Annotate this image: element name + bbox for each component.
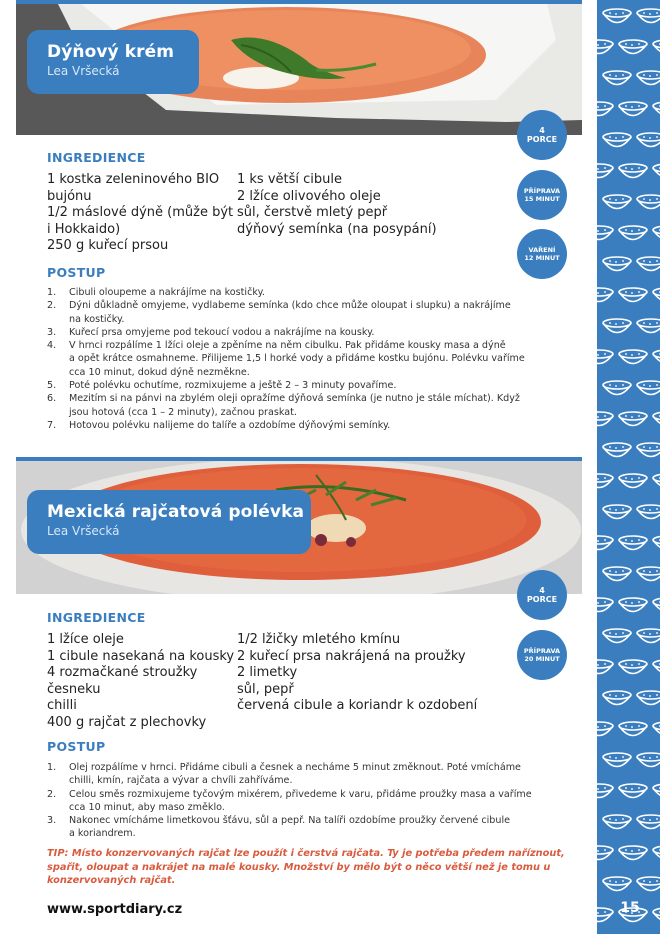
step-text-line: a opět krátce osmahneme. Přilijeme 1,5 l horké vody a přidáme kostku bujónu. Polévku vaříme: [69, 353, 525, 365]
bowl-icon: [603, 257, 631, 271]
bowl-icon: [603, 753, 631, 767]
bowl-icon: [653, 598, 660, 612]
servings-badge: [517, 110, 567, 160]
bowl-icon: [597, 226, 613, 240]
bowl-icon: [619, 536, 647, 550]
bowl-icon: [597, 784, 613, 798]
bowl-icon: [603, 9, 631, 23]
ingredient-item: 1/2 máslové dýně (může být: [47, 205, 234, 220]
servings-label: PORCE: [526, 135, 558, 144]
prep-time-badge: [517, 170, 567, 220]
bowl-icon: [637, 877, 660, 891]
ingredient-item: 1 ks větší cibule: [237, 172, 343, 187]
bowl-icon: [597, 40, 613, 54]
bowl-icon: [653, 40, 660, 54]
step-text-line: Cibuli oloupeme a nakrájíme na kostičky.: [69, 287, 265, 298]
bowl-icon: [637, 195, 660, 209]
recipe-title-banner: [27, 490, 311, 554]
footer-website-link[interactable]: www.sportdiary.cz: [47, 902, 183, 917]
step-number: 3.: [47, 326, 57, 338]
bowl-icon: [653, 908, 660, 922]
step-text-line: chilli, kmín, rajčata a vývar a chvíli zahříváme.: [69, 775, 293, 787]
bowl-icon: [637, 691, 660, 705]
bowl-icon: [603, 133, 631, 147]
bowl-icon: [637, 443, 660, 457]
bowl-icon: [619, 660, 647, 674]
bowl-icon: [597, 474, 613, 488]
step-number: 1.: [47, 762, 57, 773]
bowl-icon: [597, 412, 613, 426]
steps-heading: POSTUP: [47, 739, 106, 754]
ingredient-item: 2 lžíce olivového oleje: [237, 188, 381, 204]
bowl-icon: [653, 164, 660, 178]
bowl-icon: [597, 846, 613, 860]
ingredient-item: 1/2 lžičky mletého kmínu: [237, 632, 401, 647]
bowl-icon: [637, 319, 660, 333]
step-number: 1.: [47, 287, 57, 298]
recipe-title: Mexická rajčatová polévka: [47, 502, 305, 522]
ingredient-item: sůl, pepř: [237, 681, 294, 697]
step-item: [47, 326, 582, 339]
bowl-icon: [619, 474, 647, 488]
bowl-icon: [603, 195, 631, 209]
ingredient-item: 2 kuřecí prsa nakrájená na proužky: [237, 648, 466, 664]
bowl-icon: [597, 536, 613, 550]
step-text-line: Celou směs rozmixujeme tyčovým mixérem, přivedeme k varu, přidáme proužky masa a vaříme: [69, 788, 532, 800]
step-text-line: Nakonec vmícháme limetkovou šťávu, sůl a pepř. Na talíři ozdobíme proužky červené cibule: [69, 815, 511, 827]
ingredient-item: 2 limetky: [237, 665, 298, 680]
bowl-icon: [597, 164, 613, 178]
bowl-icon: [597, 350, 613, 364]
step-item: [47, 286, 582, 299]
bowl-icon: [637, 381, 660, 395]
bowl-icon: [603, 629, 631, 643]
prep-time: 20 MINUT: [524, 655, 560, 663]
ingredient-item: česneku: [47, 681, 101, 697]
bowl-icon: [653, 660, 660, 674]
bowl-icon: [653, 226, 660, 240]
bowl-icon: [619, 40, 647, 54]
cook-time: 12 MINUT: [524, 254, 560, 262]
step-text-line: jsou hotová (cca 1 – 2 minuty), začnou praskat.: [69, 406, 297, 418]
step-item: [47, 339, 582, 379]
step-text-line: V hrnci rozpálíme 1 lžíci oleje a zpěníme na něm cibulku. Pak přidáme kousky masa a dýně: [69, 340, 506, 352]
bowl-icon: [637, 71, 660, 85]
bowl-icon: [637, 629, 660, 643]
step-item: [47, 814, 582, 841]
bowl-icon: [637, 257, 660, 271]
ingredient-item: i Hokkaido): [47, 221, 121, 237]
step-number: 2.: [47, 300, 57, 312]
step-text-line: cca 10 minut, dokud dýně nezměkne.: [69, 366, 250, 378]
step-number: 5.: [47, 380, 57, 392]
ingredients-heading: INGREDIENCE: [47, 610, 146, 625]
step-text-line: cca 10 minut, aby maso změklo.: [69, 801, 225, 813]
step-text-line: na kostičky.: [69, 313, 125, 325]
step-item: [47, 299, 582, 326]
bowl-icon: [603, 443, 631, 457]
bowl-icon: [597, 722, 613, 736]
bowl-icon: [619, 598, 647, 612]
bowl-icon: [597, 102, 613, 116]
ingredients-list-left: [47, 172, 237, 255]
bowl-icon: [597, 598, 613, 612]
ingredient-item: 1 kostka zeleninového BIO: [47, 172, 220, 187]
bowl-icon: [619, 102, 647, 116]
ingredient-item: sůl, čerstvě mletý pepř: [237, 205, 388, 220]
step-text-line: Kuřecí prsa omyjeme pod tekoucí vodou a nakrájíme na kousky.: [69, 326, 375, 338]
steps-heading: POSTUP: [47, 265, 106, 280]
bowl-icon: [637, 567, 660, 581]
ingredient-item: dýňový semínka (na posypání): [237, 221, 437, 237]
ingredients-list-right: [237, 632, 537, 715]
bowl-icon: [653, 784, 660, 798]
cook-label: VAŘENÍ: [528, 246, 556, 254]
bowl-icon: [597, 660, 613, 674]
bowl-icon: [653, 350, 660, 364]
step-item: [47, 392, 582, 419]
step-number: 6.: [47, 393, 57, 405]
bowl-icon: [653, 474, 660, 488]
bowl-icon: [619, 846, 647, 860]
servings-badge: [517, 570, 567, 620]
recipe-title-banner: [27, 30, 199, 94]
top-accent-bar: [16, 0, 582, 4]
bowl-icon: [603, 319, 631, 333]
bowl-icon: [653, 846, 660, 860]
bowl-icon: [603, 815, 631, 829]
prep-time: 15 MINUT: [524, 195, 560, 203]
bowl-icon: [619, 226, 647, 240]
prep-label: PŘÍPRAVA: [523, 187, 561, 195]
step-number: 2.: [47, 788, 57, 800]
step-item: [47, 788, 582, 815]
bowl-icon: [597, 908, 613, 922]
page-number: 15: [620, 900, 640, 916]
bowl-icon: [603, 877, 631, 891]
bowl-icon: [597, 288, 613, 302]
recipe-title: Dýňový krém: [47, 42, 175, 62]
ingredient-item: 4 rozmačkané stroužky: [47, 665, 198, 680]
bowl-icon: [603, 71, 631, 85]
bowl-icon: [653, 536, 660, 550]
bowl-icon: [619, 722, 647, 736]
bowl-icon: [637, 133, 660, 147]
bowl-icon: [653, 102, 660, 116]
bowl-icon: [637, 9, 660, 23]
bowl-icon: [637, 753, 660, 767]
bowl-icon: [603, 381, 631, 395]
ingredients-list-right: [237, 172, 507, 238]
step-number: 7.: [47, 419, 57, 431]
cook-time-badge: [517, 229, 567, 279]
step-number: 4.: [47, 340, 57, 352]
step-text-line: a koriandrem.: [69, 828, 136, 840]
decorative-bowl-pattern: [597, 0, 660, 934]
ingredient-item: 250 g kuřecí prsou: [47, 238, 169, 253]
bowl-icon: [603, 691, 631, 705]
steps-list: [47, 286, 582, 432]
ingredient-item: červená cibule a koriandr k ozdobení: [237, 698, 478, 713]
step-text-line: Poté polévku ochutíme, rozmixujeme a ještě 2 – 3 minuty povaříme.: [69, 380, 397, 392]
recipe-author: Lea Vršecká: [47, 64, 120, 78]
steps-list: [47, 761, 582, 841]
bowl-icon: [637, 815, 660, 829]
section-accent-bar: [16, 457, 582, 461]
bowl-icon: [619, 288, 647, 302]
servings-count: 4: [539, 586, 545, 595]
step-item: [47, 419, 582, 432]
bowl-icon: [637, 505, 660, 519]
bowl-icon: [619, 164, 647, 178]
step-item: [47, 379, 582, 392]
bowl-icon: [619, 412, 647, 426]
ingredient-item: 1 cibule nasekaná na kousky: [47, 648, 235, 664]
bowl-icon: [653, 412, 660, 426]
bowl-icon: [653, 722, 660, 736]
step-item: [47, 761, 582, 788]
servings-label: PORCE: [526, 595, 558, 604]
servings-count: 4: [539, 126, 545, 135]
ingredient-item: chilli: [47, 698, 77, 713]
ingredient-item: 400 g rajčat z plechovky: [47, 714, 207, 730]
bowl-icon: [603, 505, 631, 519]
ingredient-item: bujónu: [47, 188, 92, 204]
step-text-line: Dýni důkladně omyjeme, vydlabeme semínka (kdo chce může oloupat i slupku) a nakrájíme: [69, 300, 511, 312]
tip-note: TIP: Místo konzervovaných rajčat lze použít i čerstvá rajčata. Ty je potřeba předem naříznout, spařit, oloupat a nakrájet na malé kousky. Množství by mělo být o něco větší než je tomu u konzervovaných rajčat.: [47, 848, 565, 886]
step-text-line: Hotovou polévku nalijeme do talíře a ozdobíme dýňovými semínky.: [69, 419, 391, 431]
bowl-icon: [653, 288, 660, 302]
recipe-author: Lea Vršecká: [47, 524, 120, 538]
ingredients-list-left: [47, 632, 237, 731]
prep-label: PŘÍPRAVA: [523, 647, 561, 655]
ingredient-item: 1 lžíce oleje: [47, 632, 124, 647]
bowl-icon: [603, 567, 631, 581]
bowl-icon: [619, 784, 647, 798]
step-text-line: Mezitím si na pánvi na zbylém oleji opražíme dýňová semínka (je nutno je stále míchat). Když: [69, 393, 520, 405]
step-number: 3.: [47, 815, 57, 827]
bowl-icon: [619, 350, 647, 364]
step-text-line: Olej rozpálíme v hrnci. Přidáme cibuli a česnek a necháme 5 minut změknout. Poté vmícháme: [69, 762, 521, 773]
ingredients-heading: INGREDIENCE: [47, 150, 146, 165]
